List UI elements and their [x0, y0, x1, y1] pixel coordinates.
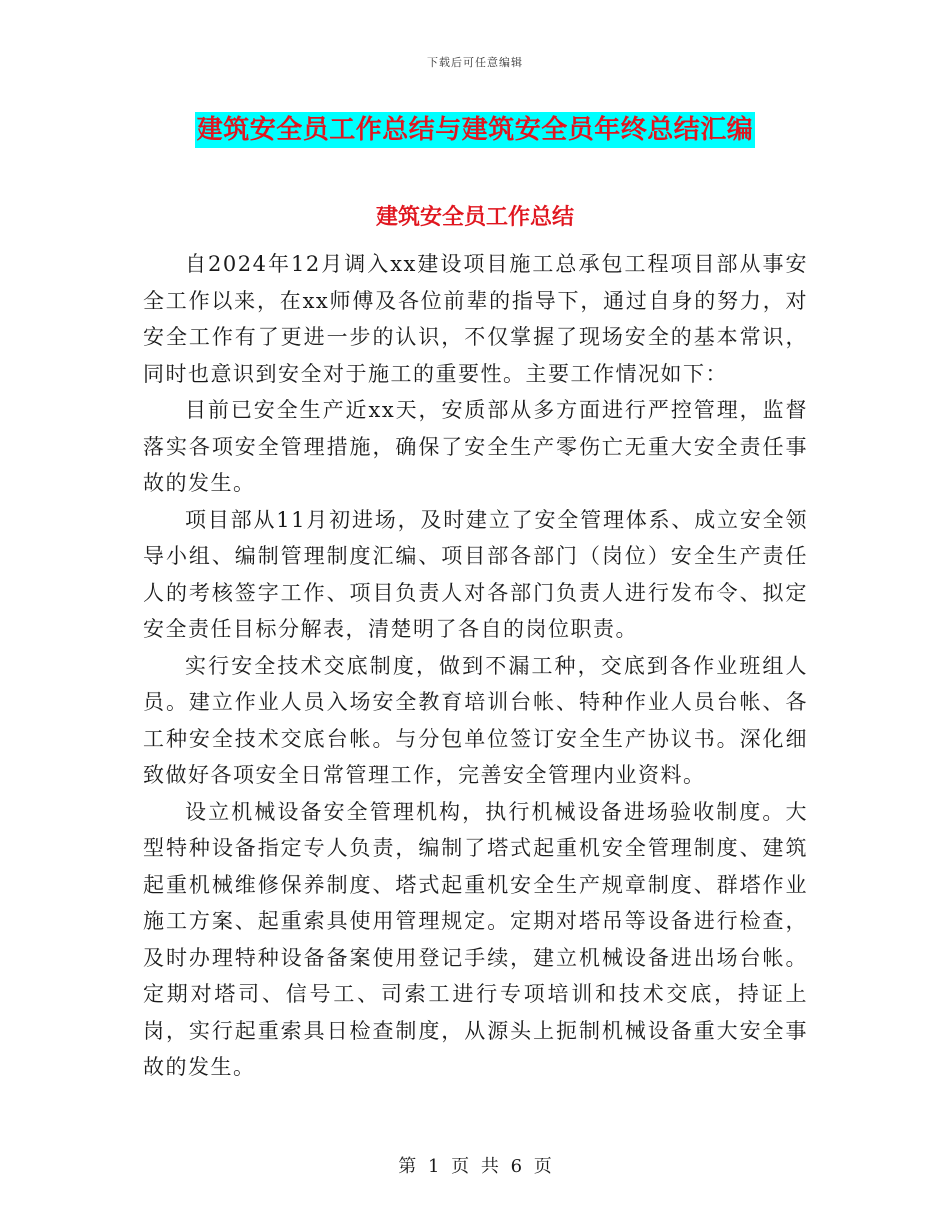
document-main-title: 建筑安全员工作总结与建筑安全员年终总结汇编: [195, 112, 756, 148]
document-body: [143, 246, 808, 1086]
main-title-container: [0, 112, 950, 148]
body-paragraph: 目前已安全生产近xx天，安质部从多方面进行严控管理，监督落实各项安全管理措施，确保了安全生产零伤亡无重大安全责任事故的发生。: [143, 398, 808, 495]
section-title: 建筑安全员工作总结: [375, 205, 574, 230]
body-paragraph: 项目部从11月初进场，及时建立了安全管理体系、成立安全领导小组、编制管理制度汇编、项目部各部门（岗位）安全生产责任人的考核签字工作、项目负责人对各部门负责人进行发布令、拟定安全责任目标分解表，清楚明了各自的岗位职责。: [143, 507, 808, 641]
body-paragraph: 实行安全技术交底制度，做到不漏工种，交底到各作业班组人员。建立作业人员入场安全教育培训台帐、特种作业人员台帐、各工种安全技术交底台帐。与分包单位签订安全生产协议书。深化细致做好各项安全日常管理工作，完善安全管理内业资料。: [143, 653, 808, 787]
body-paragraph: 设立机械设备安全管理机构，执行机械设备进场验收制度。大型特种设备指定专人负责，编制了塔式起重机安全管理制度、建筑起重机械维修保养制度、塔式起重机安全生产规章制度、群塔作业施工方案、起重索具使用管理规定。定期对塔吊等设备进行检查，及时办理特种设备备案使用登记手续，建立机械设备进出场台帐。定期对塔司、信号工、司索工进行专项培训和技术交底，持证上岗，实行起重索具日检查制度，从源头上扼制机械设备重大安全事故的发生。: [143, 799, 808, 1079]
body-paragraph: 自2024年12月调入xx建设项目施工总承包工程项目部从事安全工作以来，在xx师傅及各位前辈的指导下，通过自身的努力，对安全工作有了更进一步的认识，不仅掌握了现场安全的基本常识，同时也意识到安全对于施工的重要性。主要工作情况如下：: [143, 252, 808, 386]
page-header-note: 下载后可任意编辑: [427, 56, 523, 69]
page-number-footer: 第 1 页 共 6 页: [398, 1156, 552, 1177]
